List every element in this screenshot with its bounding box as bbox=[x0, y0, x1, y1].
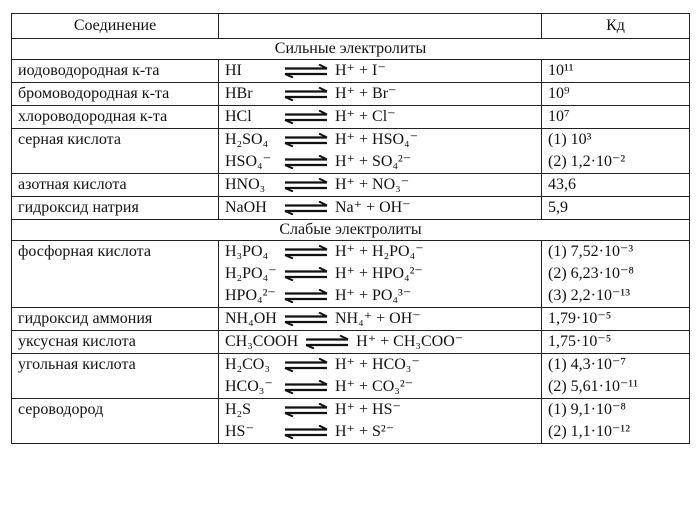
equation-reactant: HCO₃⁻ bbox=[225, 378, 273, 395]
header-row bbox=[12, 14, 690, 39]
equation-products: H⁺ + CH₃COO⁻ bbox=[356, 333, 464, 350]
compound-name: гидроксид натрия bbox=[18, 199, 139, 216]
kd-value: 43,6 bbox=[548, 176, 576, 193]
equation-line bbox=[225, 106, 535, 128]
equation-line bbox=[225, 241, 535, 263]
section-row bbox=[12, 220, 690, 241]
equation-line bbox=[225, 263, 535, 285]
equation-line bbox=[225, 376, 535, 398]
equation-line bbox=[225, 197, 535, 219]
equation-products: H⁺ + PO₄³⁻ bbox=[335, 287, 412, 304]
compound-name: серная кислота bbox=[18, 131, 121, 148]
compound-cell bbox=[12, 354, 219, 399]
compound-name: бромоводородная к-та bbox=[18, 85, 170, 102]
equation-reactant: H₂CO₃ bbox=[225, 356, 270, 373]
equation-products: H⁺ + CO₃²⁻ bbox=[335, 378, 414, 395]
table-row bbox=[12, 174, 690, 197]
equilibrium-arrow-icon bbox=[283, 245, 329, 259]
compound-name: хлороводородная к-та bbox=[18, 108, 168, 125]
equation-products: H⁺ + S²⁻ bbox=[335, 423, 395, 440]
kd-cell bbox=[542, 197, 690, 220]
equation-reactant: CH₃COOH bbox=[225, 333, 299, 350]
equation-reactant: HPO₄²⁻ bbox=[225, 287, 276, 304]
equation-products: H⁺ + HSO₄⁻ bbox=[335, 131, 419, 148]
equation-line bbox=[225, 129, 535, 151]
table-row bbox=[12, 331, 690, 354]
kd-value: (2) 5,61·10⁻¹¹ bbox=[548, 378, 639, 395]
table-row bbox=[12, 60, 690, 83]
equation-products: H⁺ + Cl⁻ bbox=[335, 108, 396, 125]
equilibrium-arrow-icon bbox=[283, 87, 329, 101]
compound-name: сероводород bbox=[18, 401, 104, 418]
equilibrium-arrow-icon bbox=[283, 358, 329, 372]
equation-products: H⁺ + I⁻ bbox=[335, 62, 386, 79]
compound-cell bbox=[12, 83, 219, 106]
equation-cell bbox=[219, 83, 542, 106]
compound-name: уксусная кислота bbox=[18, 333, 136, 350]
equilibrium-arrow-icon bbox=[283, 267, 329, 281]
equation-cell bbox=[219, 331, 542, 354]
kd-value: (1) 4,3·10⁻⁷ bbox=[548, 356, 627, 373]
kd-cell bbox=[542, 129, 690, 174]
equation-products: H⁺ + HS⁻ bbox=[335, 401, 401, 418]
equation-line bbox=[225, 354, 535, 376]
equation-products: H⁺ + H₂PO₄⁻ bbox=[335, 243, 424, 260]
equation-reactant: H₂PO₄⁻ bbox=[225, 265, 277, 282]
equation-line bbox=[225, 421, 535, 443]
kd-value: (1) 7,52·10⁻³ bbox=[548, 243, 634, 260]
equation-line bbox=[225, 331, 535, 353]
equation-line bbox=[225, 308, 535, 330]
compound-cell bbox=[12, 241, 219, 308]
table-row bbox=[12, 241, 690, 308]
equilibrium-arrow-icon bbox=[283, 110, 329, 124]
equilibrium-arrow-icon bbox=[283, 380, 329, 394]
table-row bbox=[12, 308, 690, 331]
kd-cell bbox=[542, 60, 690, 83]
equation-cell bbox=[219, 308, 542, 331]
compound-name: угольная кислота bbox=[18, 356, 136, 373]
equation-products: H⁺ + Br⁻ bbox=[335, 85, 397, 102]
kd-value: (1) 9,1·10⁻⁸ bbox=[548, 401, 627, 418]
equation-products: H⁺ + SO₄²⁻ bbox=[335, 153, 412, 170]
kd-value: 10¹¹ bbox=[548, 62, 574, 79]
equilibrium-arrow-icon bbox=[283, 155, 329, 169]
equation-products: H⁺ + HCO₃⁻ bbox=[335, 356, 420, 373]
compound-cell bbox=[12, 197, 219, 220]
header-equation bbox=[219, 14, 542, 39]
equation-cell bbox=[219, 197, 542, 220]
section-title: Сильные электролиты bbox=[12, 39, 690, 60]
compound-name: иодоводородная к-та bbox=[18, 62, 160, 79]
equation-products: H⁺ + HPO₄²⁻ bbox=[335, 265, 423, 282]
equilibrium-arrow-icon bbox=[283, 403, 329, 417]
kd-value: 10⁷ bbox=[548, 108, 570, 125]
table-row bbox=[12, 354, 690, 399]
section-row bbox=[12, 39, 690, 60]
table-row bbox=[12, 129, 690, 174]
kd-value: (3) 2,2·10⁻¹³ bbox=[548, 287, 631, 304]
compound-cell bbox=[12, 399, 219, 444]
kd-value: 5,9 bbox=[548, 199, 568, 216]
equation-reactant: HNO₃ bbox=[225, 176, 266, 193]
equilibrium-arrow-icon bbox=[283, 201, 329, 215]
kd-cell bbox=[542, 354, 690, 399]
equilibrium-arrow-icon bbox=[283, 425, 329, 439]
section-title: Слабые электролиты bbox=[12, 220, 690, 241]
equation-line bbox=[225, 151, 535, 173]
kd-cell bbox=[542, 241, 690, 308]
equation-reactant: NH₄OH bbox=[225, 310, 277, 327]
compound-cell bbox=[12, 60, 219, 83]
kd-cell bbox=[542, 174, 690, 197]
kd-value: 1,79·10⁻⁵ bbox=[548, 310, 612, 327]
equation-line bbox=[225, 174, 535, 196]
equation-reactant: NaOH bbox=[225, 199, 267, 216]
kd-value: (2) 6,23·10⁻⁸ bbox=[548, 265, 635, 282]
compound-name: фосфорная кислота bbox=[18, 243, 151, 260]
equilibrium-arrow-icon bbox=[283, 133, 329, 147]
equation-line bbox=[225, 285, 535, 307]
kd-cell bbox=[542, 83, 690, 106]
compound-cell bbox=[12, 106, 219, 129]
equation-cell bbox=[219, 354, 542, 399]
kd-cell bbox=[542, 399, 690, 444]
equation-cell bbox=[219, 106, 542, 129]
equation-cell bbox=[219, 241, 542, 308]
equation-cell bbox=[219, 174, 542, 197]
equilibrium-arrow-icon bbox=[304, 335, 350, 349]
equation-line bbox=[225, 399, 535, 421]
compound-name: азотная кислота bbox=[18, 176, 127, 193]
kd-cell bbox=[542, 331, 690, 354]
compound-cell bbox=[12, 331, 219, 354]
kd-value: (1) 10³ bbox=[548, 131, 592, 148]
header-compound: Соединение bbox=[12, 14, 219, 39]
equation-reactant: HCl bbox=[225, 108, 252, 125]
equilibrium-arrow-icon bbox=[283, 64, 329, 78]
electrolyte-table bbox=[11, 13, 690, 444]
equation-line bbox=[225, 83, 535, 105]
equation-reactant: H₂SO₄ bbox=[225, 131, 269, 148]
equation-line bbox=[225, 60, 535, 82]
equation-cell bbox=[219, 129, 542, 174]
equilibrium-arrow-icon bbox=[283, 178, 329, 192]
equation-reactant: HSO₄⁻ bbox=[225, 153, 272, 170]
equation-cell bbox=[219, 399, 542, 444]
equilibrium-arrow-icon bbox=[283, 289, 329, 303]
equation-products: NH₄⁺ + OH⁻ bbox=[335, 310, 421, 327]
table-row bbox=[12, 197, 690, 220]
equation-products: Na⁺ + OH⁻ bbox=[335, 199, 411, 216]
compound-cell bbox=[12, 308, 219, 331]
equilibrium-arrow-icon bbox=[283, 312, 329, 326]
compound-cell bbox=[12, 174, 219, 197]
kd-value: 10⁹ bbox=[548, 85, 570, 102]
equation-reactant: HS⁻ bbox=[225, 423, 254, 440]
table-row bbox=[12, 106, 690, 129]
equation-reactant: HBr bbox=[225, 85, 253, 102]
equation-reactant: H₂S bbox=[225, 401, 252, 418]
kd-value: (2) 1,1·10⁻¹² bbox=[548, 423, 631, 440]
kd-cell bbox=[542, 106, 690, 129]
kd-value: 1,75·10⁻⁵ bbox=[548, 333, 612, 350]
equation-reactant: HI bbox=[225, 62, 242, 79]
kd-value: (2) 1,2·10⁻² bbox=[548, 153, 626, 170]
compound-cell bbox=[12, 129, 219, 174]
table-row bbox=[12, 399, 690, 444]
kd-cell bbox=[542, 308, 690, 331]
header-kd: Кд bbox=[542, 14, 690, 39]
compound-name: гидроксид аммония bbox=[18, 310, 153, 327]
equation-reactant: H₃PO₄ bbox=[225, 243, 269, 260]
table-row bbox=[12, 83, 690, 106]
equation-cell bbox=[219, 60, 542, 83]
equation-products: H⁺ + NO₃⁻ bbox=[335, 176, 410, 193]
